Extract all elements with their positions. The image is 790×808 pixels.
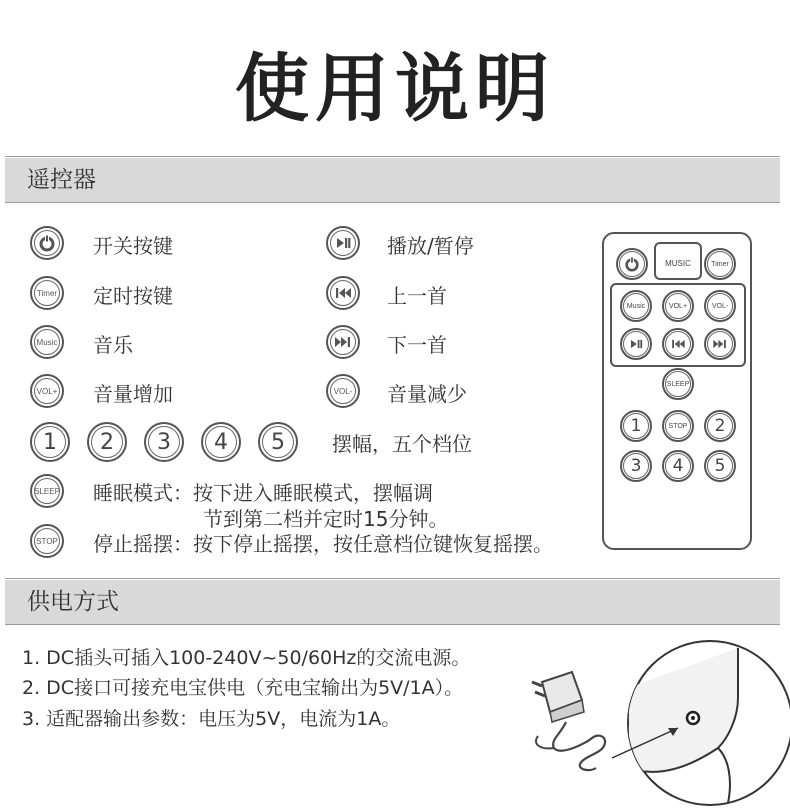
stop-desc: 停止摇摆：按下停止摇摆，按任意档位键恢复摇摆。	[93, 532, 553, 556]
previous-icon	[326, 276, 360, 310]
next-icon	[326, 325, 360, 359]
power-icon	[30, 226, 64, 260]
remote-vol-plus-button: VOL+	[662, 290, 694, 322]
remote-power-icon	[616, 248, 648, 280]
remote-illustration	[602, 232, 752, 550]
remote-vol-minus-button: VOL-	[704, 290, 736, 322]
remote-stop-button: STOP	[662, 410, 694, 442]
next-label: 下一首	[387, 333, 447, 357]
remote-music-button: Music	[620, 290, 652, 322]
sleep-desc-line2: 节到第二档并定时15分钟。	[203, 507, 449, 531]
vol-minus-icon: VOL-	[326, 374, 360, 408]
power-label: 开关按键	[93, 234, 173, 258]
stop-icon: STOP	[30, 524, 64, 558]
play-pause-label: 播放/暂停	[387, 234, 474, 258]
music-mode-group	[654, 242, 702, 280]
remote-num-1-button: 1	[620, 410, 652, 442]
remote-num-5-button: 5	[704, 450, 736, 482]
sleep-icon: SLEEP	[30, 474, 64, 508]
remote-play-pause-icon	[620, 328, 652, 360]
remote-section-header: 遥控器	[5, 158, 780, 202]
music-label: 音乐	[93, 333, 133, 357]
remote-num-4-button: 4	[662, 450, 694, 482]
swing-level-3-icon: 3	[144, 422, 184, 462]
swing-level-1-icon: 1	[30, 422, 70, 462]
timer-icon: Timer	[30, 276, 64, 310]
power-line-1: 1. DC插头可插入100-240V~50/60Hz的交流电源。	[22, 647, 471, 669]
divider	[5, 156, 780, 157]
timer-label: 定时按键	[93, 284, 173, 308]
vol-minus-label: 音量减少	[387, 382, 467, 406]
divider	[5, 578, 780, 579]
music-icon: Music	[30, 325, 64, 359]
remote-timer-button: Timer	[704, 248, 736, 280]
sleep-desc-line1: 睡眠模式：按下进入睡眠模式，摆幅调	[93, 481, 433, 505]
power-line-2: 2. DC接口可接充电宝供电（充电宝输出为5V/1A）。	[22, 677, 464, 699]
swing-level-4-icon: 4	[201, 422, 241, 462]
page-title: 使用说明	[235, 46, 555, 132]
remote-num-2-button: 2	[704, 410, 736, 442]
vol-plus-label: 音量增加	[93, 382, 173, 406]
music-mode-label: MUSIC	[665, 259, 691, 268]
divider	[5, 202, 780, 203]
power-section-header: 供电方式	[5, 580, 780, 624]
dc-port-illustration	[578, 628, 790, 808]
swing-level-2-icon: 2	[87, 422, 127, 462]
previous-label: 上一首	[387, 284, 447, 308]
swing-label: 摆幅，五个档位	[332, 432, 472, 456]
divider	[5, 624, 780, 625]
play-pause-icon	[326, 226, 360, 260]
swing-level-5-icon: 5	[258, 422, 298, 462]
remote-sleep-button: SLEEP	[662, 368, 694, 400]
remote-next-icon	[704, 328, 736, 360]
remote-previous-icon	[662, 328, 694, 360]
vol-plus-icon: VOL+	[30, 374, 64, 408]
remote-num-3-button: 3	[620, 450, 652, 482]
power-line-3: 3. 适配器输出参数：电压为5V，电流为1A。	[22, 708, 401, 730]
